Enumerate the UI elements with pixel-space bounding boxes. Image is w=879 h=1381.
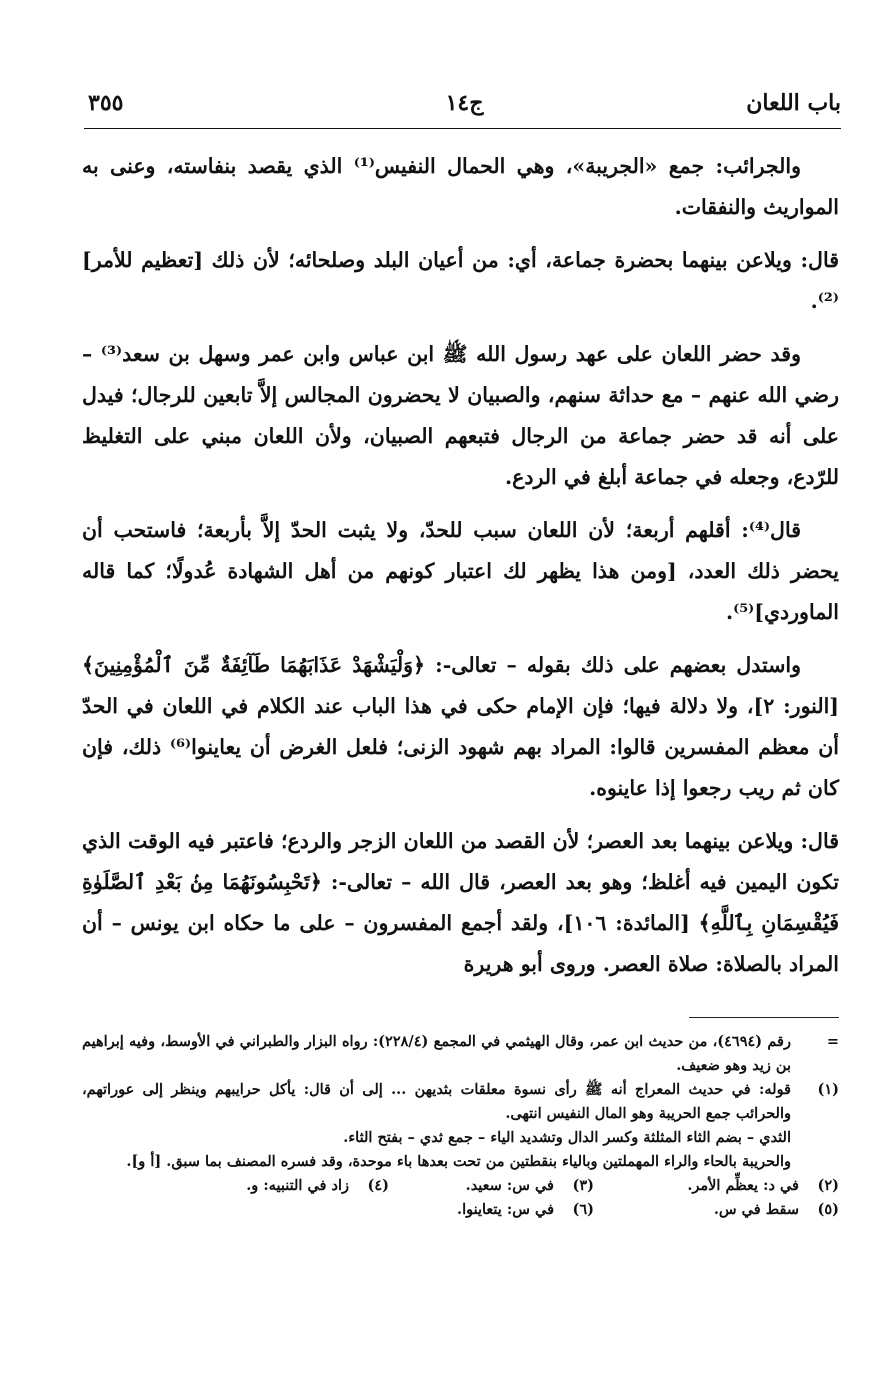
footnote-marker: = bbox=[826, 1033, 839, 1050]
volume-label: ج١٤ bbox=[445, 90, 484, 116]
main-text bbox=[82, 146, 839, 997]
footnote-text: الثدي – بضم الثاء المثلثة وكسر الدال وتشديد الياء – جمع ثدي – بفتح الثاء. bbox=[343, 1129, 791, 1146]
footnote-number: (١) bbox=[817, 1081, 839, 1098]
footnote-5 bbox=[594, 1198, 839, 1222]
paragraph: والجرائب: جمع «الجريبة»، وهي الحمال النفيس⁽¹⁾ الذي يقصد بنفاسته، وعنى به المواريث والنفقات. bbox=[82, 154, 839, 219]
footnote-text: والحريبة بالحاء والراء المهملتين وبالياء بنقطتين من تحت بعدها باء موحدة، وقد فسره المصنف بما سبق. [أ و]. bbox=[126, 1153, 791, 1170]
footnote-number: (٢) bbox=[817, 1177, 839, 1194]
footnote-number: (٥) bbox=[817, 1201, 839, 1218]
footnote-text: سقط في س. bbox=[713, 1201, 799, 1218]
paragraph: قال⁽⁴⁾: أقلهم أربعة؛ لأن اللعان سبب للحدّ، ولا يثبت الحدّ إلاَّ بأربعة؛ فاستحب أن يحضر ذلك العدد، [ومن هذا يظهر لك اعتبار كونهم من أهل الشهادة عُدولًا؛ كما قاله الماوردي]⁽⁵⁾. bbox=[82, 518, 839, 624]
footnote-text: في س: سعيد. bbox=[465, 1177, 554, 1194]
footnote-number: (٣) bbox=[572, 1177, 594, 1194]
footnote-1 bbox=[82, 1078, 839, 1174]
footnote-number: (٦) bbox=[572, 1201, 594, 1218]
footnote-3 bbox=[389, 1174, 594, 1198]
footnote-text: زاد في التنبيه: و. bbox=[246, 1177, 349, 1194]
paragraph: قال: ويلاعن بينهما بحضرة جماعة، أي: من أعيان البلد وصلحائه؛ لأن ذلك [تعظيم للأمر]⁽²⁾. bbox=[82, 248, 839, 313]
footnote-number: (٤) bbox=[367, 1177, 389, 1194]
footnote-4 bbox=[89, 1174, 389, 1198]
footnotes bbox=[82, 1030, 839, 1222]
page-number: ٣٥٥ bbox=[88, 90, 124, 116]
footnote-row bbox=[82, 1174, 839, 1198]
footnote-text: رقم (٤٦٩٤)، من حديث ابن عمر، وقال الهيثمي في المجمع (٢٢٨/٤): رواه البزار والطبراني في الأوسط، وفيه إبراهيم بن زيد وهو ضعيف. bbox=[82, 1033, 791, 1074]
footnote-text: في س: يتعاينوا. bbox=[457, 1201, 554, 1218]
footnote-6 bbox=[389, 1198, 594, 1222]
footnote-divider bbox=[689, 1017, 839, 1018]
paragraph: قال: ويلاعن بينهما بعد العصر؛ لأن القصد من اللعان الزجر والردع؛ فاعتبر فيه الوقت الذي تكون اليمين فيه أغلظ؛ وهو بعد العصر، قال الله – تعالى-: ﴿تَحْبِسُونَهُمَا مِنۢ بَعْدِ ٱلصَّلَوٰةِ فَيُقْسِمَانِ بِٱللَّهِ﴾ [المائدة: ١٠٦]، ولقد أجمع المفسرون – على ما حكاه ابن يونس – أن المراد بالصلاة: صلاة العصر. وروى أبو هريرة bbox=[82, 829, 839, 976]
paragraph: وقد حضر اللعان على عهد رسول الله ﷺ ابن عباس وابن عمر وسهل بن سعد⁽³⁾ – رضي الله عنهم – مع حداثة سنهم، والصبيان لا يحضرون المجالس إلاَّ تابعين للرجال؛ فيدل على أنه قد حضر جماعة من الرجال فتبعهم الصبيان، ولأن اللعان مبني على التغليظ للرّدع، وجعله في جماعة أبلغ في الردع. bbox=[82, 342, 839, 489]
chapter-title: باب اللعان bbox=[746, 90, 841, 116]
footnote-row bbox=[82, 1198, 839, 1222]
footnote-2 bbox=[594, 1174, 839, 1198]
running-header bbox=[88, 84, 841, 124]
footnote-continued bbox=[82, 1030, 839, 1078]
footnote-text: قوله: في حديث المعراج أنه ﷺ رأى نسوة معلقات بثديهن ... إلى أن قال: يأكل حرايبهم وينظر إلى عوراتهم، والحرائب جمع الحريبة وهو المال النفيس انتهى. bbox=[82, 1081, 791, 1122]
paragraph: واستدل بعضهم على ذلك بقوله – تعالى-: ﴿وَلْيَشْهَدْ عَذَابَهُمَا طَآئِفَةٌ مِّنَ ٱلْمُؤْمِنِينَ﴾ [النور: ٢]، ولا دلالة فيها؛ فإن الإمام حكى في هذا الباب عند الكلام في اللعان في الحدّ أن معظم المفسرين قالوا: المراد بهم شهود الزنى؛ فلعل الغرض أن يعاينوا⁽⁶⁾ ذلك، فإن كان ثم ريب رجعوا إذا عاينوه. bbox=[82, 653, 839, 800]
footnote-text: في د: يعظِّم الأمر. bbox=[687, 1177, 799, 1194]
header-divider bbox=[84, 128, 841, 129]
